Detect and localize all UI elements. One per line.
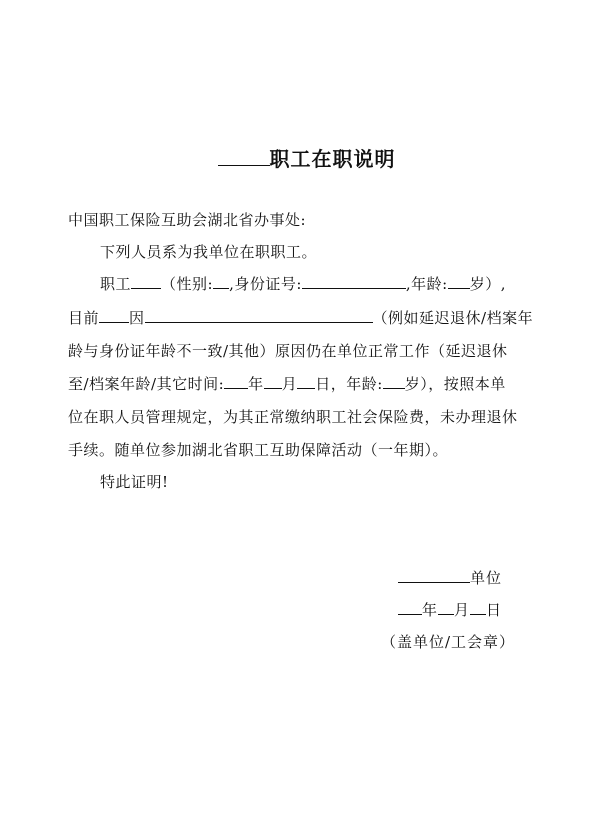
title-blank[interactable]	[218, 147, 270, 166]
sig-month-label: 月	[454, 601, 471, 619]
date-line	[68, 373, 506, 394]
reason-blank[interactable]	[145, 308, 373, 323]
name-blank[interactable]	[131, 274, 161, 289]
month-label: 月	[281, 375, 298, 393]
reason-label: 因	[129, 309, 145, 327]
current-blank[interactable]	[99, 308, 129, 323]
day-blank[interactable]	[297, 374, 315, 389]
title-text: 职工在职说明	[269, 147, 396, 171]
id-number-label: ,身份证号:	[229, 275, 302, 293]
gender-label: （性别:	[161, 275, 214, 293]
addressee: 中国职工保险互助会湖北省办事处:	[68, 211, 307, 229]
age-label: ,年龄:	[405, 275, 448, 293]
gender-blank[interactable]	[213, 274, 229, 289]
signature-unit	[398, 567, 502, 588]
month-blank[interactable]	[264, 374, 282, 389]
age-blank[interactable]	[448, 274, 470, 289]
age-unit: 岁）,	[469, 275, 507, 293]
signature-date	[398, 599, 502, 620]
age2-unit: 岁），按照本单	[404, 375, 506, 393]
year-blank[interactable]	[224, 374, 248, 389]
sig-year-label: 年	[422, 601, 439, 619]
reason-example: （例如延迟退休/档案年	[372, 309, 534, 327]
unit-label: 单位	[470, 569, 503, 587]
document-title	[0, 143, 613, 172]
current-label: 目前	[68, 309, 100, 327]
closing: 特此证明!	[100, 473, 169, 491]
reason-line	[68, 307, 533, 328]
employee-label: 职工	[100, 275, 132, 293]
age2-blank[interactable]	[383, 374, 405, 389]
time-label: 至/档案年龄/其它时间:	[68, 375, 225, 393]
seal-note: （盖单位/工会章）	[381, 633, 516, 651]
body-line-6: 手续。随单位参加湖北省职工互助保障活动（一年期）。	[68, 441, 449, 459]
unit-blank[interactable]	[398, 568, 470, 583]
sig-month-blank[interactable]	[438, 600, 454, 615]
intro-line: 下列人员系为我单位在职职工。	[100, 243, 318, 261]
employee-info-line	[100, 273, 506, 294]
body-line-3: 龄与身份证年龄不一致/其他）原因仍在单位正常工作（延迟退休	[68, 342, 508, 360]
id-number-blank[interactable]	[302, 274, 406, 289]
sig-day-blank[interactable]	[470, 600, 486, 615]
day-age-label: 日，年龄:	[315, 375, 383, 393]
sig-year-blank[interactable]	[398, 600, 422, 615]
year-label: 年	[248, 375, 264, 393]
sig-day-label: 日	[486, 601, 503, 619]
body-line-5: 位在职人员管理规定，为其正常缴纳职工社会保险费，未办理退休	[68, 408, 518, 426]
